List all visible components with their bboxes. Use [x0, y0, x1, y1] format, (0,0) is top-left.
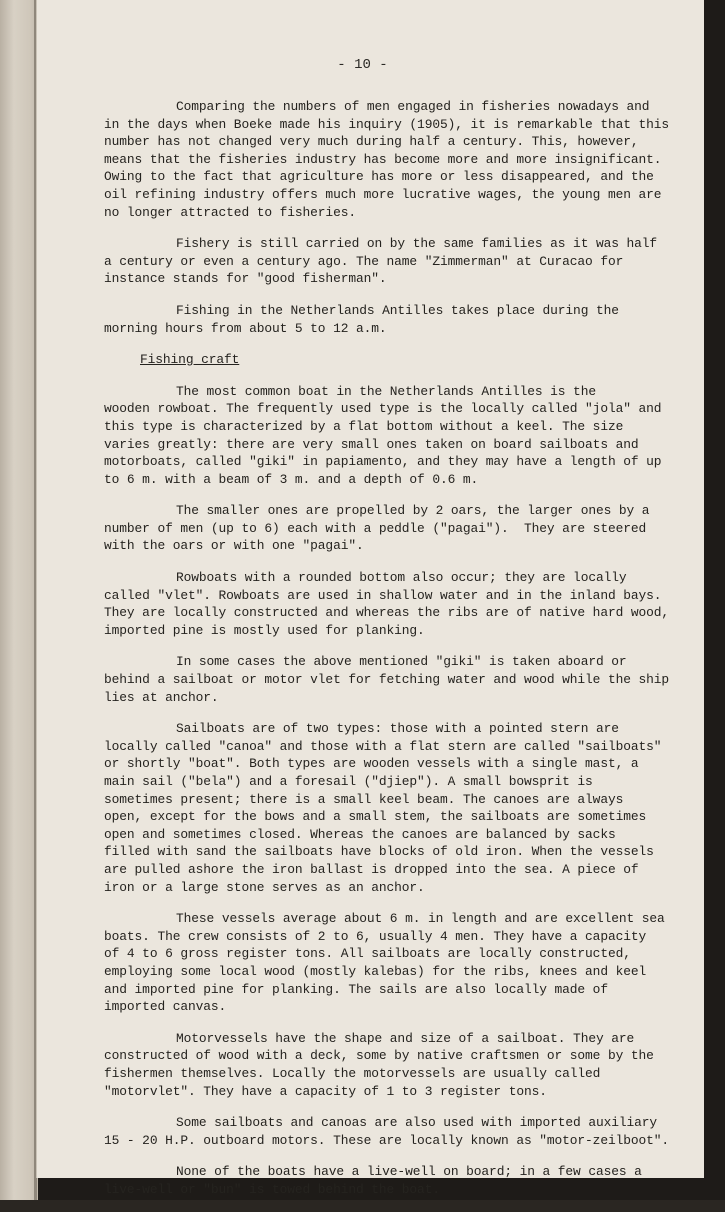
text-line: imported pine is mostly used for planking. [104, 622, 425, 638]
text-line: None of the boats have a live-well on board; in a few cases a [176, 1164, 642, 1180]
paragraph [104, 502, 694, 555]
text-line: live-well or "bun" is towed behind the boat. [104, 1181, 440, 1197]
text-line: open, except for the bows and a small stem, the sailboats are sometimes [104, 809, 647, 825]
text-line: of 4 to 6 gross register tons. All sailboats are locally constructed, [104, 946, 631, 962]
text-line: Owing to the fact that agriculture has more or less disappeared, and the [104, 169, 654, 185]
document-body [104, 98, 694, 1212]
text-line: varies greatly: there are very small ones taken on board sailboats and [104, 436, 639, 452]
section-heading: Fishing craft [140, 352, 240, 368]
text-line: motorboats, called "giki" in papiamento, and they may have a length of up [104, 454, 662, 470]
paragraph [104, 98, 694, 221]
text-line: instance stands for "good fisherman". [104, 271, 387, 287]
paragraph [104, 383, 694, 489]
text-line: Motorvessels have the shape and size of a sailboat. They are [176, 1030, 635, 1046]
paragraph [104, 235, 694, 288]
text-line: open and sometimes closed. Whereas the canoes are balanced by sacks [104, 826, 616, 842]
text-line: morning hours from about 5 to 12 a.m. [104, 320, 387, 336]
text-line: Fishery is still carried on by the same families as it was half [176, 236, 658, 252]
paragraph [104, 720, 694, 896]
text-line: number has not changed very much during half a century. This, however, [104, 134, 639, 150]
text-line: Fishing in the Netherlands Antilles takes place during the [176, 302, 619, 318]
paragraph [104, 1030, 694, 1100]
text-line: Rowboats with a rounded bottom also occur; they are locally [176, 570, 627, 586]
text-line: wooden rowboat. The frequently used type is the locally called "jola" and [104, 401, 662, 417]
text-line: in the days when Boeke made his inquiry (1905), it is remarkable that this [104, 116, 670, 132]
text-line: Some sailboats and canoas are also used with imported auxiliary [176, 1115, 658, 1131]
section-paragraphs [104, 383, 694, 1199]
text-line: They are locally constructed and whereas the ribs are of native hard wood, [104, 605, 670, 621]
text-line: employing some local wood (mostly kalebas) for the ribs, knees and keel [104, 963, 647, 979]
text-line: and imported pine for planking. The sails are also locally made of [104, 981, 608, 997]
paragraph [104, 569, 694, 639]
text-line: imported canvas. [104, 999, 227, 1015]
text-line: are pulled ashore the iron ballast is dropped into the sea. A piece of [104, 861, 639, 877]
book-gutter [0, 0, 38, 1200]
text-line: a century or even a century ago. The name "Zimmerman" at Curacao for [104, 253, 624, 269]
text-line: this type is characterized by a flat bottom without a keel. The size [104, 418, 624, 434]
text-line: sometimes present; there is a small keel beam. The canoes are always [104, 791, 624, 807]
text-line: Sailboats are of two types: those with a pointed stern are [176, 721, 619, 737]
text-line: oil refining industry offers much more lucrative wages, the young men are [104, 186, 662, 202]
text-line: iron or a large stone serves as an anchor. [104, 879, 425, 895]
text-line: The most common boat in the Netherlands Antilles is the [176, 383, 596, 399]
paragraph [104, 302, 694, 337]
text-line: In some cases the above mentioned "giki" is taken aboard or [176, 654, 627, 670]
text-line: called "vlet". Rowboats are used in shallow water and in the inland bays. [104, 587, 662, 603]
text-line: no longer attracted to fisheries. [104, 204, 356, 220]
intro-paragraphs [104, 98, 694, 337]
text-line: to 6 m. with a beam of 3 m. and a depth of 0.6 m. [104, 471, 479, 487]
text-line: locally called "canoa" and those with a flat stern are called "sailboats" [104, 738, 662, 754]
paragraph [104, 910, 694, 1016]
paragraph [104, 653, 694, 706]
paragraph [104, 1114, 694, 1149]
text-line: The smaller ones are propelled by 2 oars, the larger ones by a [176, 503, 650, 519]
text-line: main sail ("bela") and a foresail ("djiep"). A small bowsprit is [104, 774, 593, 789]
text-line: means that the fisheries industry has become more and more insignificant. [104, 151, 662, 167]
text-line: Comparing the numbers of men engaged in fisheries nowadays and [176, 99, 650, 114]
text-line: boats. The crew consists of 2 to 6, usually 4 men. They have a capacity [104, 928, 647, 944]
page-number: - 10 - [337, 57, 388, 73]
text-line: behind a sailboat or motor vlet for fetching water and wood while the ship [104, 672, 670, 688]
text-line: These vessels average about 6 m. in length and are excellent sea [176, 911, 665, 927]
text-line: fishermen themselves. Locally the motorvessels are usually called [104, 1065, 601, 1081]
text-line: or shortly "boat". Both types are wooden vessels with a single mast, a [104, 756, 639, 772]
text-line: constructed of wood with a deck, some by native craftsmen or some by the [104, 1048, 654, 1064]
text-line: 15 - 20 H.P. outboard motors. These are locally known as "motor-zeilboot". [104, 1132, 670, 1148]
text-line: with the oars or with one "pagai". [104, 538, 364, 554]
text-line: number of men (up to 6) each with a peddle ("pagai"). They are steered [104, 520, 647, 536]
text-line: "motorvlet". They have a capacity of 1 to 3 register tons. [104, 1083, 547, 1099]
paragraph [104, 1163, 694, 1198]
text-line: lies at anchor. [104, 689, 219, 705]
text-line: filled with sand the sailboats have blocks of old iron. When the vessels [104, 844, 654, 860]
